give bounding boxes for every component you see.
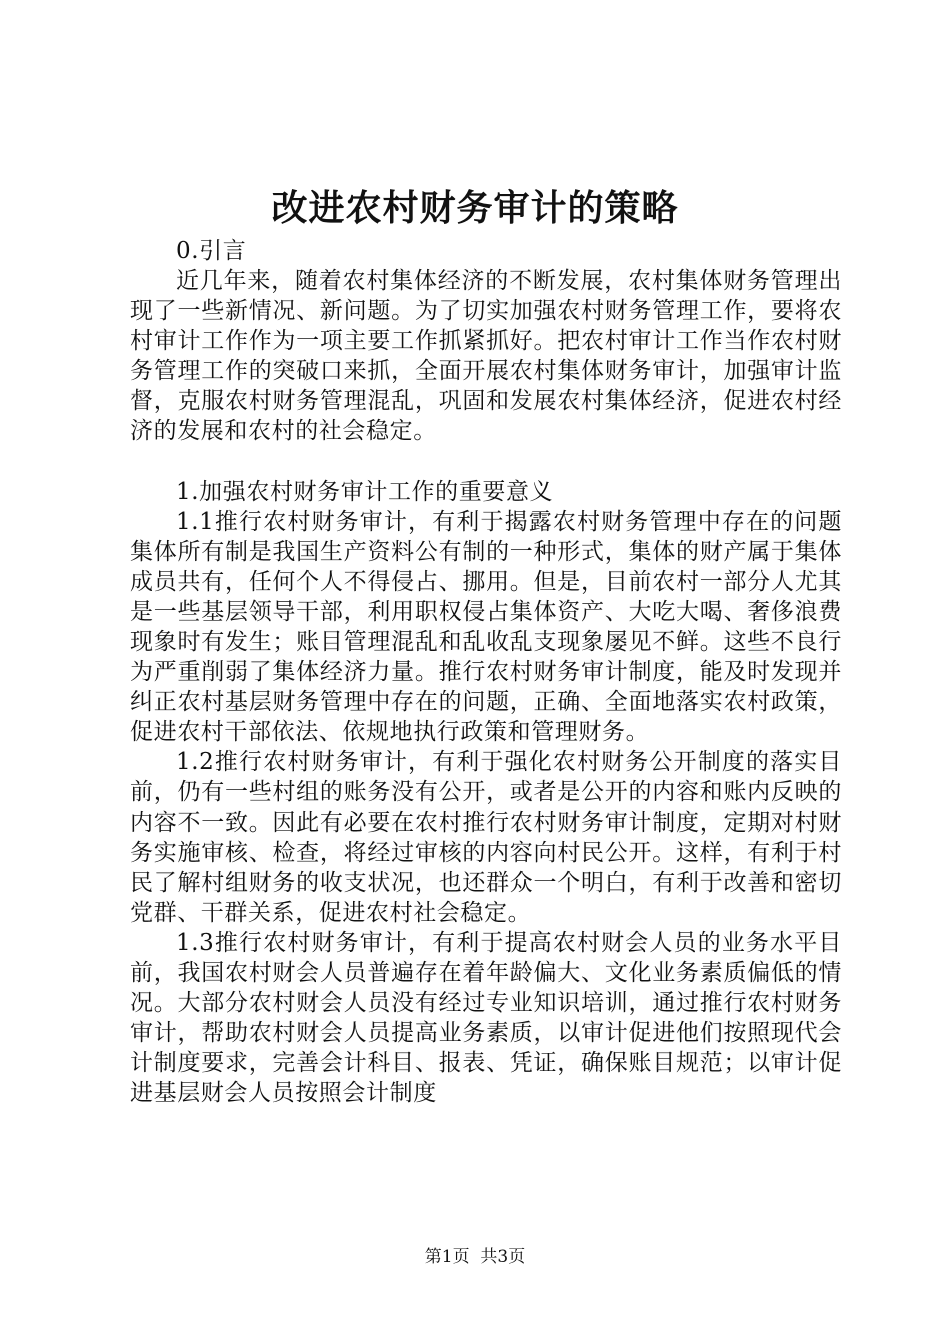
intro-heading: 0.引言 [176,238,247,264]
section1-2-paragraph: 1.2推行农村财务审计，有利于强化农村财务公开制度的落实目前，仍有一些村组的账务没有公开，或者是公开的内容和账内反映的内容不一致。因此有必要在农村推行农村财务审计制度，定期对村财务实施审核、检查，将经过审核的内容向村民公开。这样，有利于村民了解村组财务的收支状况，也还群众一个明白，有利于改善和密切党群、干群关系，促进农村社会稳定。 [130,749,842,926]
page-indicator: 第1页 共3页 [424,1247,526,1267]
document-title: 改进农村财务审计的策略 [271,187,679,229]
section1-1-paragraph: 1.1推行农村财务审计，有利于揭露农村财务管理中存在的问题集体所有制是我国生产资料公有制的一种形式，集体的财产属于集体成员共有，任何个人不得侵占、挪用。但是，目前农村一部分人尤其是一些基层领导干部，利用职权侵占集体资产、大吃大喝、奢侈浪费现象时有发生；账目管理混乱和乱收乱支现象屡见不鲜。这些不良行为严重削弱了集体经济力量。推行农村财务审计制度，能及时发现并纠正农村基层财务管理中存在的问题，正确、全面地落实农村政策，促进农村干部依法、依规地执行政策和管理财务。 [130,508,842,746]
intro-paragraph: 近几年来，随着农村集体经济的不断发展，农村集体财务管理出现了一些新情况、新问题。为了切实加强农村财务管理工作，要将农村审计工作作为一项主要工作抓紧抓好。把农村审计工作当作农村财务管理工作的突破口来抓，全面开展农村集体财务审计，加强审计监督，克服农村财务管理混乱，巩固和发展农村集体经济，促进农村经济的发展和农村的社会稳定。 [130,268,842,445]
document-body [130,236,842,1108]
paragraph-spacer [130,447,842,477]
section1-heading: 1.加强农村财务审计工作的重要意义 [176,478,554,505]
section1-3-paragraph: 1.3推行农村财务审计，有利于提高农村财会人员的业务水平目前，我国农村财会人员普遍存在着年龄偏大、文化业务素质偏低的情况。大部分农村财会人员没有经过专业知识培训，通过推行农村财务审计，帮助农村财会人员提高业务素质，以审计促进他们按照现代会计制度要求，完善会计科目、报表、凭证，确保账目规范；以审计促进基层财会人员按照会计制度 [130,929,842,1107]
